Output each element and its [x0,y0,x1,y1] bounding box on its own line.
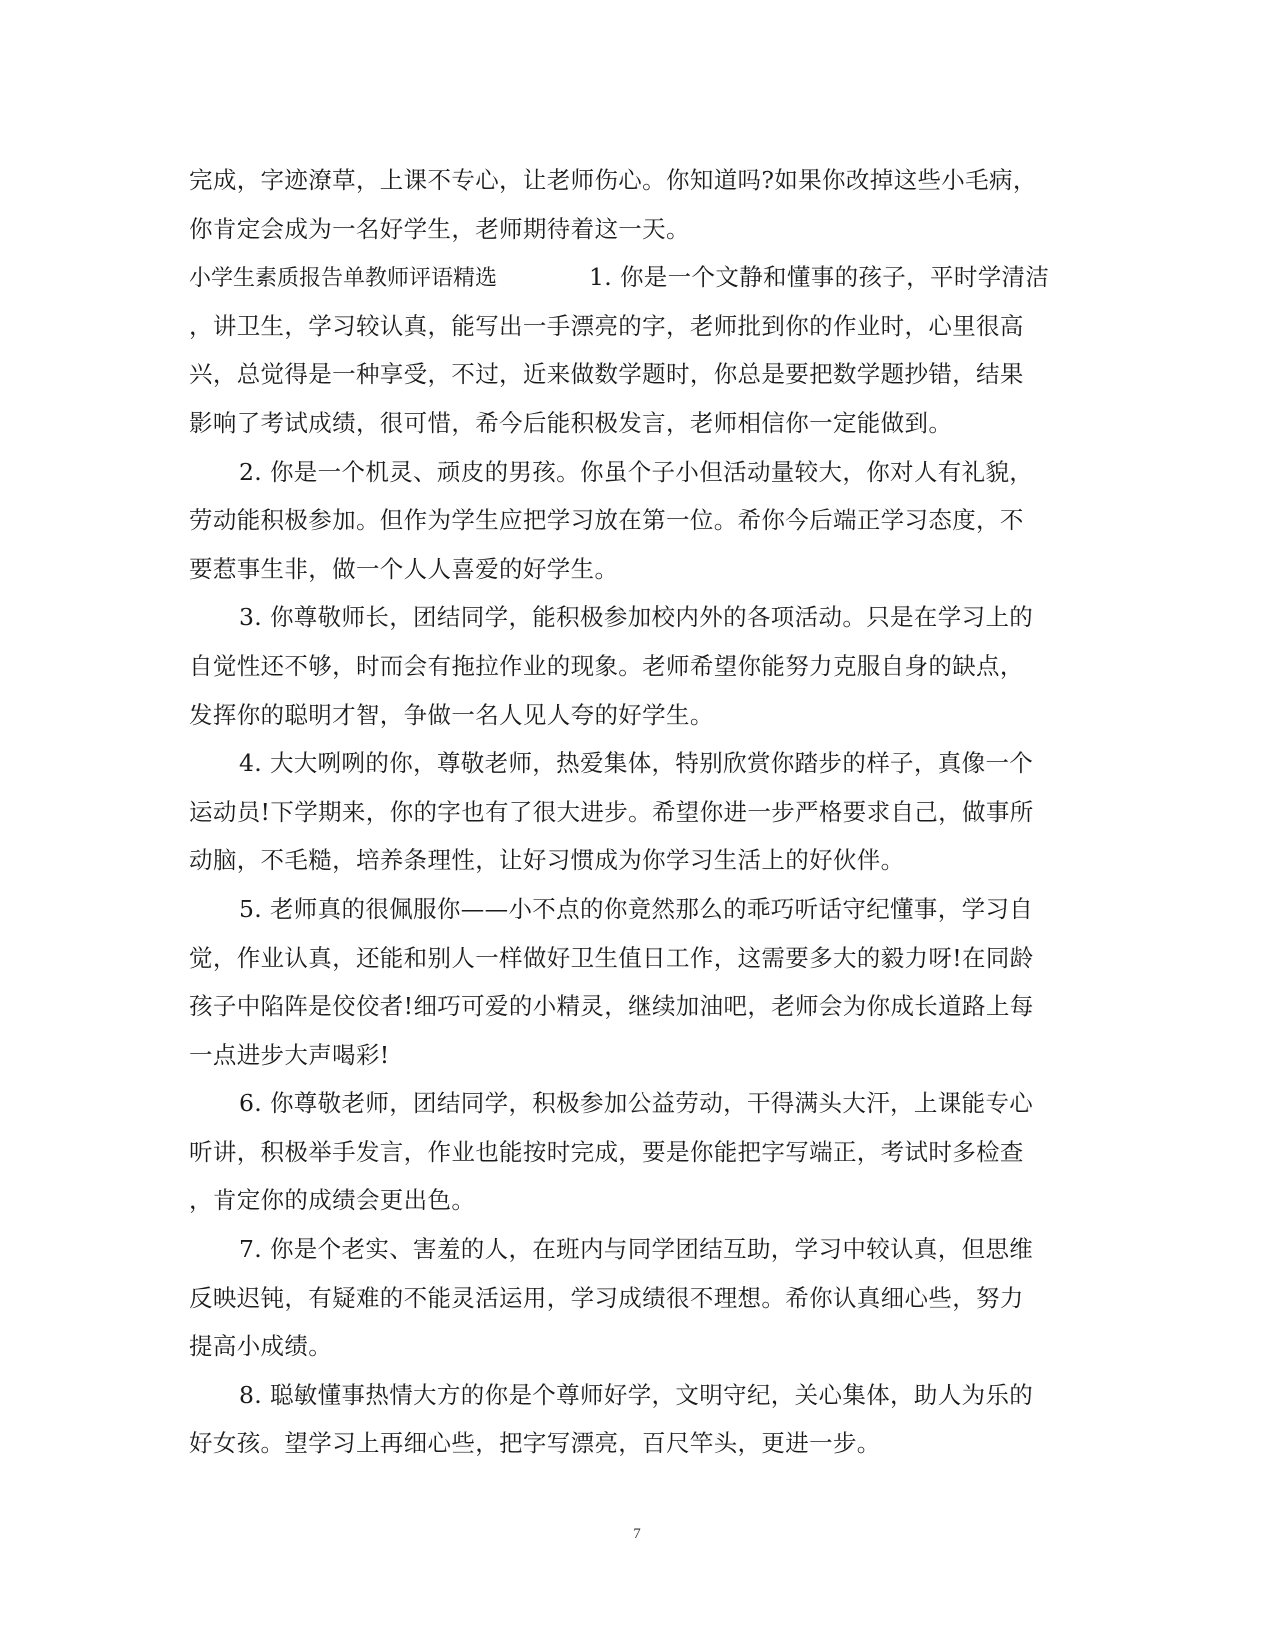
text-line: 影响了考试成绩，很可惜，希今后能积极发言，老师相信你一定能做到。 [189,408,953,437]
text-line: ，肯定你的成绩会更出色。 [189,1186,476,1215]
text-run: 1. 你是一个文静和懂事的孩子，平时学清洁 [589,263,1050,292]
section-heading: 小学生素质报告单教师评语精选 [189,266,498,292]
document-body [189,156,1079,1468]
paragraph-start-line: 5. 老师真的很佩服你——小不点的你竟然那么的乖巧听话守纪懂事，学习自 [239,894,1034,923]
text-line: 孩子中陷阵是佼佼者!细巧可爱的小精灵，继续加油吧，老师会为你成长道路上每 [189,992,1034,1021]
text-line: 你肯定会成为一名好学生，老师期待着这一天。 [189,214,690,243]
text-line: 完成，字迹潦草，上课不专心，让老师伤心。你知道吗?如果你改掉这些小毛病， [189,166,1037,194]
text-line: 听讲，积极举手发言，作业也能按时完成，要是你能把字写端正，考试时多检查 [189,1137,1024,1166]
text-line: 觉，作业认真，还能和别人一样做好卫生值日工作，这需要多大的毅力呀!在同龄 [189,943,1034,972]
text-line: 一点进步大声喝彩! [189,1040,390,1069]
text-line: 反映迟钝，有疑难的不能灵活运用，学习成绩很不理想。希你认真细心些，努力 [189,1283,1024,1312]
paragraph-start-line: 2. 你是一个机灵、顽皮的男孩。你虽个子小但活动量较大，你对人有礼貌， [239,457,1034,486]
text-line: 好女孩。望学习上再细心些，把字写漂亮，百尺竿头，更进一步。 [189,1429,881,1458]
text-line: 提高小成绩。 [189,1332,333,1361]
paragraph-start-line: 3. 你尊敬师长，团结同学，能积极参加校内外的各项活动。只是在学习上的 [239,603,1034,632]
text-line: 劳动能积极参加。但作为学生应把学习放在第一位。希你今后端正学习态度，不 [189,506,1024,535]
paragraph-start-line: 4. 大大咧咧的你，尊敬老师，热爱集体，特别欣赏你踏步的样子，真像一个 [239,749,1034,778]
text-line: 要惹事生非，做一个人人喜爱的好学生。 [189,554,619,583]
paragraph-start-line: 8. 聪敏懂事热情大方的你是个尊师好学，文明守纪，关心集体，助人为乐的 [239,1380,1034,1409]
text-line: ，讲卫生，学习较认真，能写出一手漂亮的字，老师批到你的作业时，心里很高 [189,311,1024,340]
paragraph-start-line: 6. 你尊敬老师，团结同学，积极参加公益劳动，干得满头大汗，上课能专心 [239,1089,1034,1118]
text-line: 动脑，不毛糙，培养条理性，让好习惯成为你学习生活上的好伙伴。 [189,846,905,875]
text-line: 运动员!下学期来，你的字也有了很大进步。希望你进一步严格要求自己，做事所 [189,797,1034,826]
text-line: 发挥你的聪明才智，争做一名人见人夸的好学生。 [189,700,714,729]
text-line-with-heading [189,253,1079,302]
paragraph-start-line: 7. 你是个老实、害羞的人，在班内与同学团结互助，学习中较认真，但思维 [239,1235,1034,1264]
page-number: 7 [633,1526,641,1542]
text-line: 兴，总觉得是一种享受，不过，近来做数学题时，你总是要把数学题抄错，结果 [189,360,1024,389]
text-line: 自觉性还不够，时而会有拖拉作业的现象。老师希望你能努力克服自身的缺点， [189,651,1024,680]
